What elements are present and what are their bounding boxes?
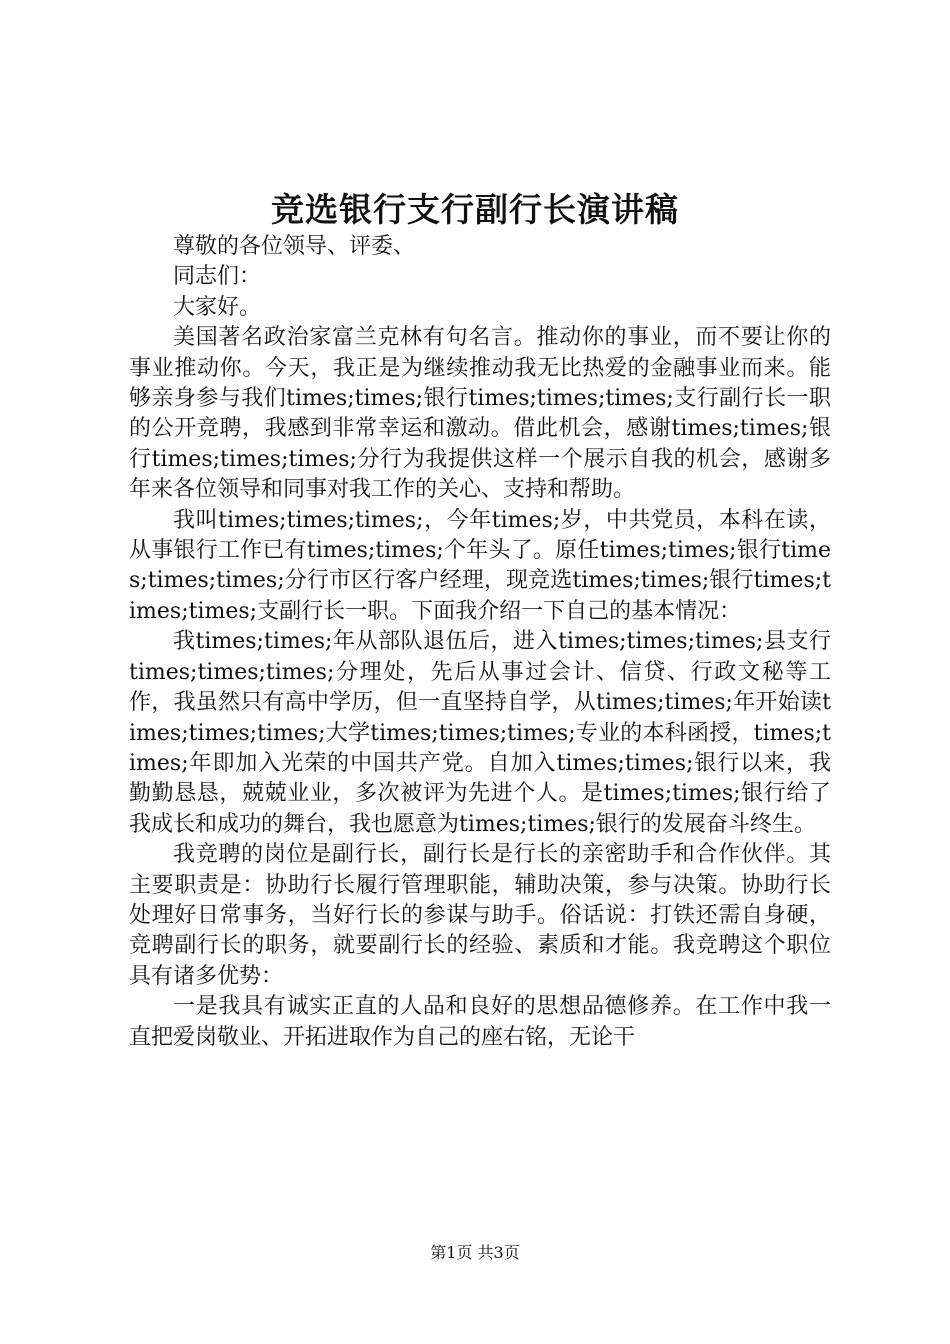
paragraph-opening: 美国著名政治家富兰克林有句名言。推动你的事业，而不要让你的事业推动你。今天，我正是为继续推动我无比热爱的金融事业而来。能够亲身参与我们times;times;银行times;times;times;支行副行长一职的公开竞聘，我感到非常幸运和激动。借此机会，感谢times;times;银行times;times;times;分行为我提供这样一个展示自我的机会，感谢多年来各位领导和同事对我工作的关心、支持和帮助。	[129, 325, 831, 503]
paragraph-background: 我times;times;年从部队退伍后，进入times;times;times;县支行times;times;times;分理处，先后从事过会计、信贷、行政文秘等工作，我虽然只有高中学历，但一直坚持自学，从times;times;年开始读times;times;times;大学times;times;times;专业的本科函授，times;times;年即加入光荣的中国共产党。自加入times;times;银行以来，我勤勤恳恳，兢兢业业，多次被评为先进个人。是times;times;银行给了我成长和成功的舞台，我也愿意为times;times;银行的发展奋斗终生。	[129, 629, 831, 837]
paragraph-advantage-1: 一是我具有诚实正直的人品和良好的思想品德修养。在工作中我一直把爱岗敬业、开拓进取作为自己的座右铭，无论干	[129, 994, 831, 1050]
page-footer: 第1页 共3页	[430, 1243, 520, 1262]
paragraph-greeting: 大家好。	[173, 294, 262, 320]
paragraph-salutation-1: 尊敬的各位领导、评委、	[173, 234, 416, 259]
paragraph-self-intro: 我叫times;times;times;，今年times;岁，中共党员，本科在读，从事银行工作已有times;times;个年头了。原任times;times;银行times;times;times;分行市区行客户经理，现竞选times;times;银行times;times;times;支副行长一职。下面我介绍一下自己的基本情况：	[129, 507, 831, 624]
document-body	[129, 232, 831, 1053]
paragraph-salutation-2: 同志们：	[173, 264, 262, 290]
document-title: 竞选银行支行副行长演讲稿	[271, 190, 679, 229]
paragraph-position: 我竞聘的岗位是副行长，副行长是行长的亲密助手和合作伙伴。其主要职责是：协助行长履行管理职能，辅助决策，参与决策。协助行长处理好日常事务，当好行长的参谋与助手。俗话说：打铁还需自身硬，竞聘副行长的职务，就要副行长的经验、素质和才能。我竞聘这个职位具有诸多优势：	[129, 842, 831, 989]
